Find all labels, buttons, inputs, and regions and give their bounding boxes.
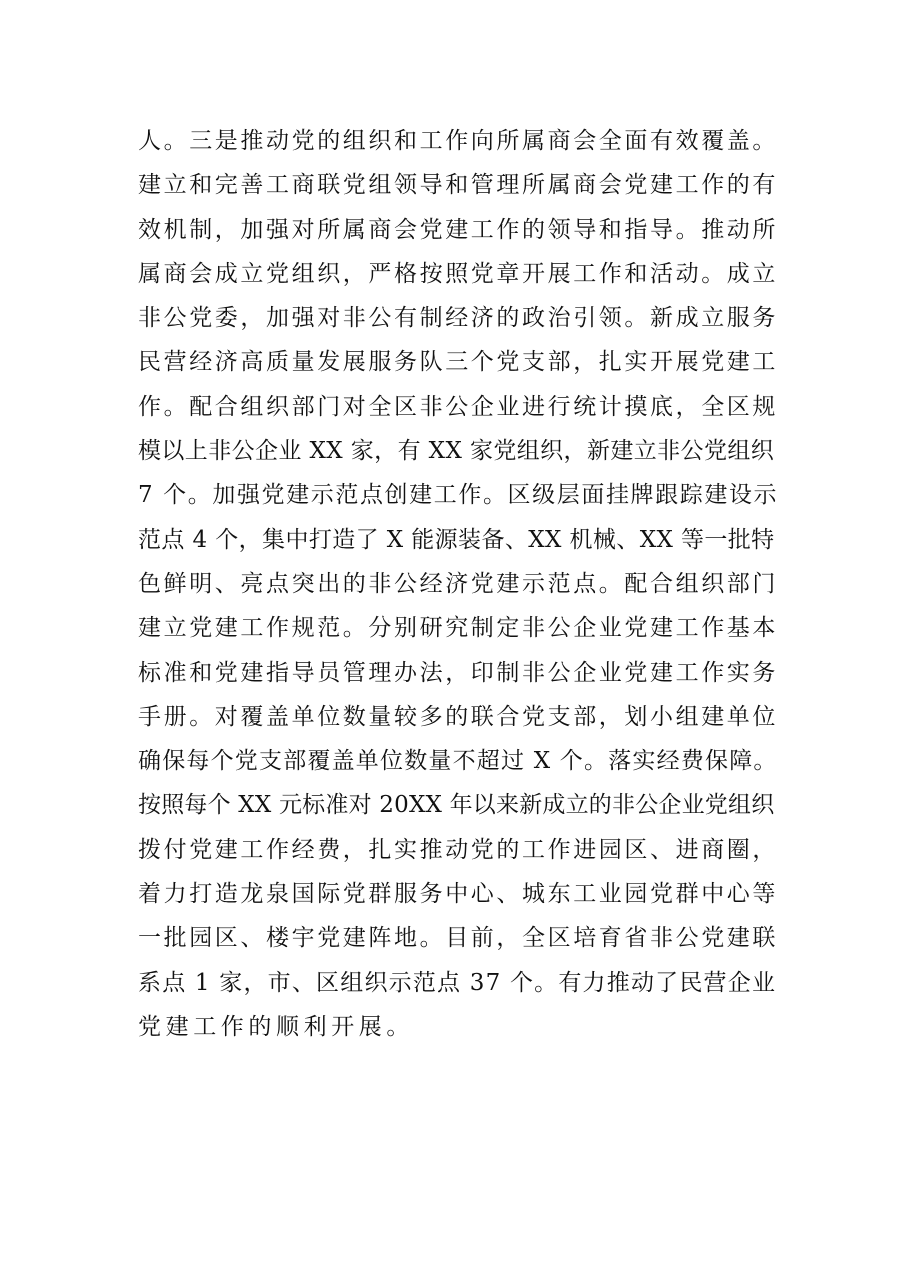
text-line: 模以上非公企业 XX 家，有 XX 家党组织，新建立非公党组织 xyxy=(138,438,775,465)
text-line: 民营经济高质量发展服务队三个党支部，扎实开展党建工 xyxy=(138,349,778,376)
text-line: 着力打造龙泉国际党群服务中心、城东工业园党群中心等 xyxy=(138,881,778,908)
text-line: 系点 1 家，市、区组织示范点 37 个。有力推动了民营企业 xyxy=(138,969,777,996)
text-line: 7 个。加强党建示范点创建工作。区级层面挂牌跟踪建设示 xyxy=(138,482,779,509)
text-line: 效机制，加强对所属商会党建工作的领导和指导。推动所 xyxy=(138,216,778,243)
text-line: 手册。对覆盖单位数量较多的联合党支部，划小组建单位 xyxy=(138,703,778,730)
text-line: 按照每个 XX 元标准对 20XX 年以来新成立的非公企业党组织 xyxy=(138,792,775,819)
text-line: 标准和党建指导员管理办法，印制非公企业党建工作实务 xyxy=(138,659,778,686)
text-line: 属商会成立党组织，严格按照党章开展工作和活动。成立 xyxy=(138,260,778,287)
text-line: 非公党委，加强对非公有制经济的政治引领。新成立服务 xyxy=(138,305,778,332)
text-line: 党建工作的顺利开展。 xyxy=(138,1013,414,1040)
text-line: 确保每个党支部覆盖单位数量不超过 X 个。落实经费保障。 xyxy=(138,748,778,775)
text-line: 一批园区、楼宇党建阵地。目前，全区培育省非公党建联 xyxy=(138,925,778,952)
body-paragraph xyxy=(138,119,778,1049)
text-line: 作。配合组织部门对全区非公企业进行统计摸底，全区规 xyxy=(138,393,778,420)
text-line: 建立和完善工商联党组领导和管理所属商会党建工作的有 xyxy=(138,172,778,199)
text-line: 色鲜明、亮点突出的非公经济党建示范点。配合组织部门 xyxy=(138,570,778,597)
text-line: 拨付党建工作经费，扎实推动党的工作进园区、进商圈， xyxy=(138,836,778,863)
text-line: 建立党建工作规范。分别研究制定非公企业党建工作基本 xyxy=(138,615,778,642)
text-line: 人。三是推动党的组织和工作向所属商会全面有效覆盖。 xyxy=(138,128,778,154)
text-line: 范点 4 个，集中打造了 X 能源装备、XX 机械、XX 等一批特 xyxy=(138,526,775,553)
